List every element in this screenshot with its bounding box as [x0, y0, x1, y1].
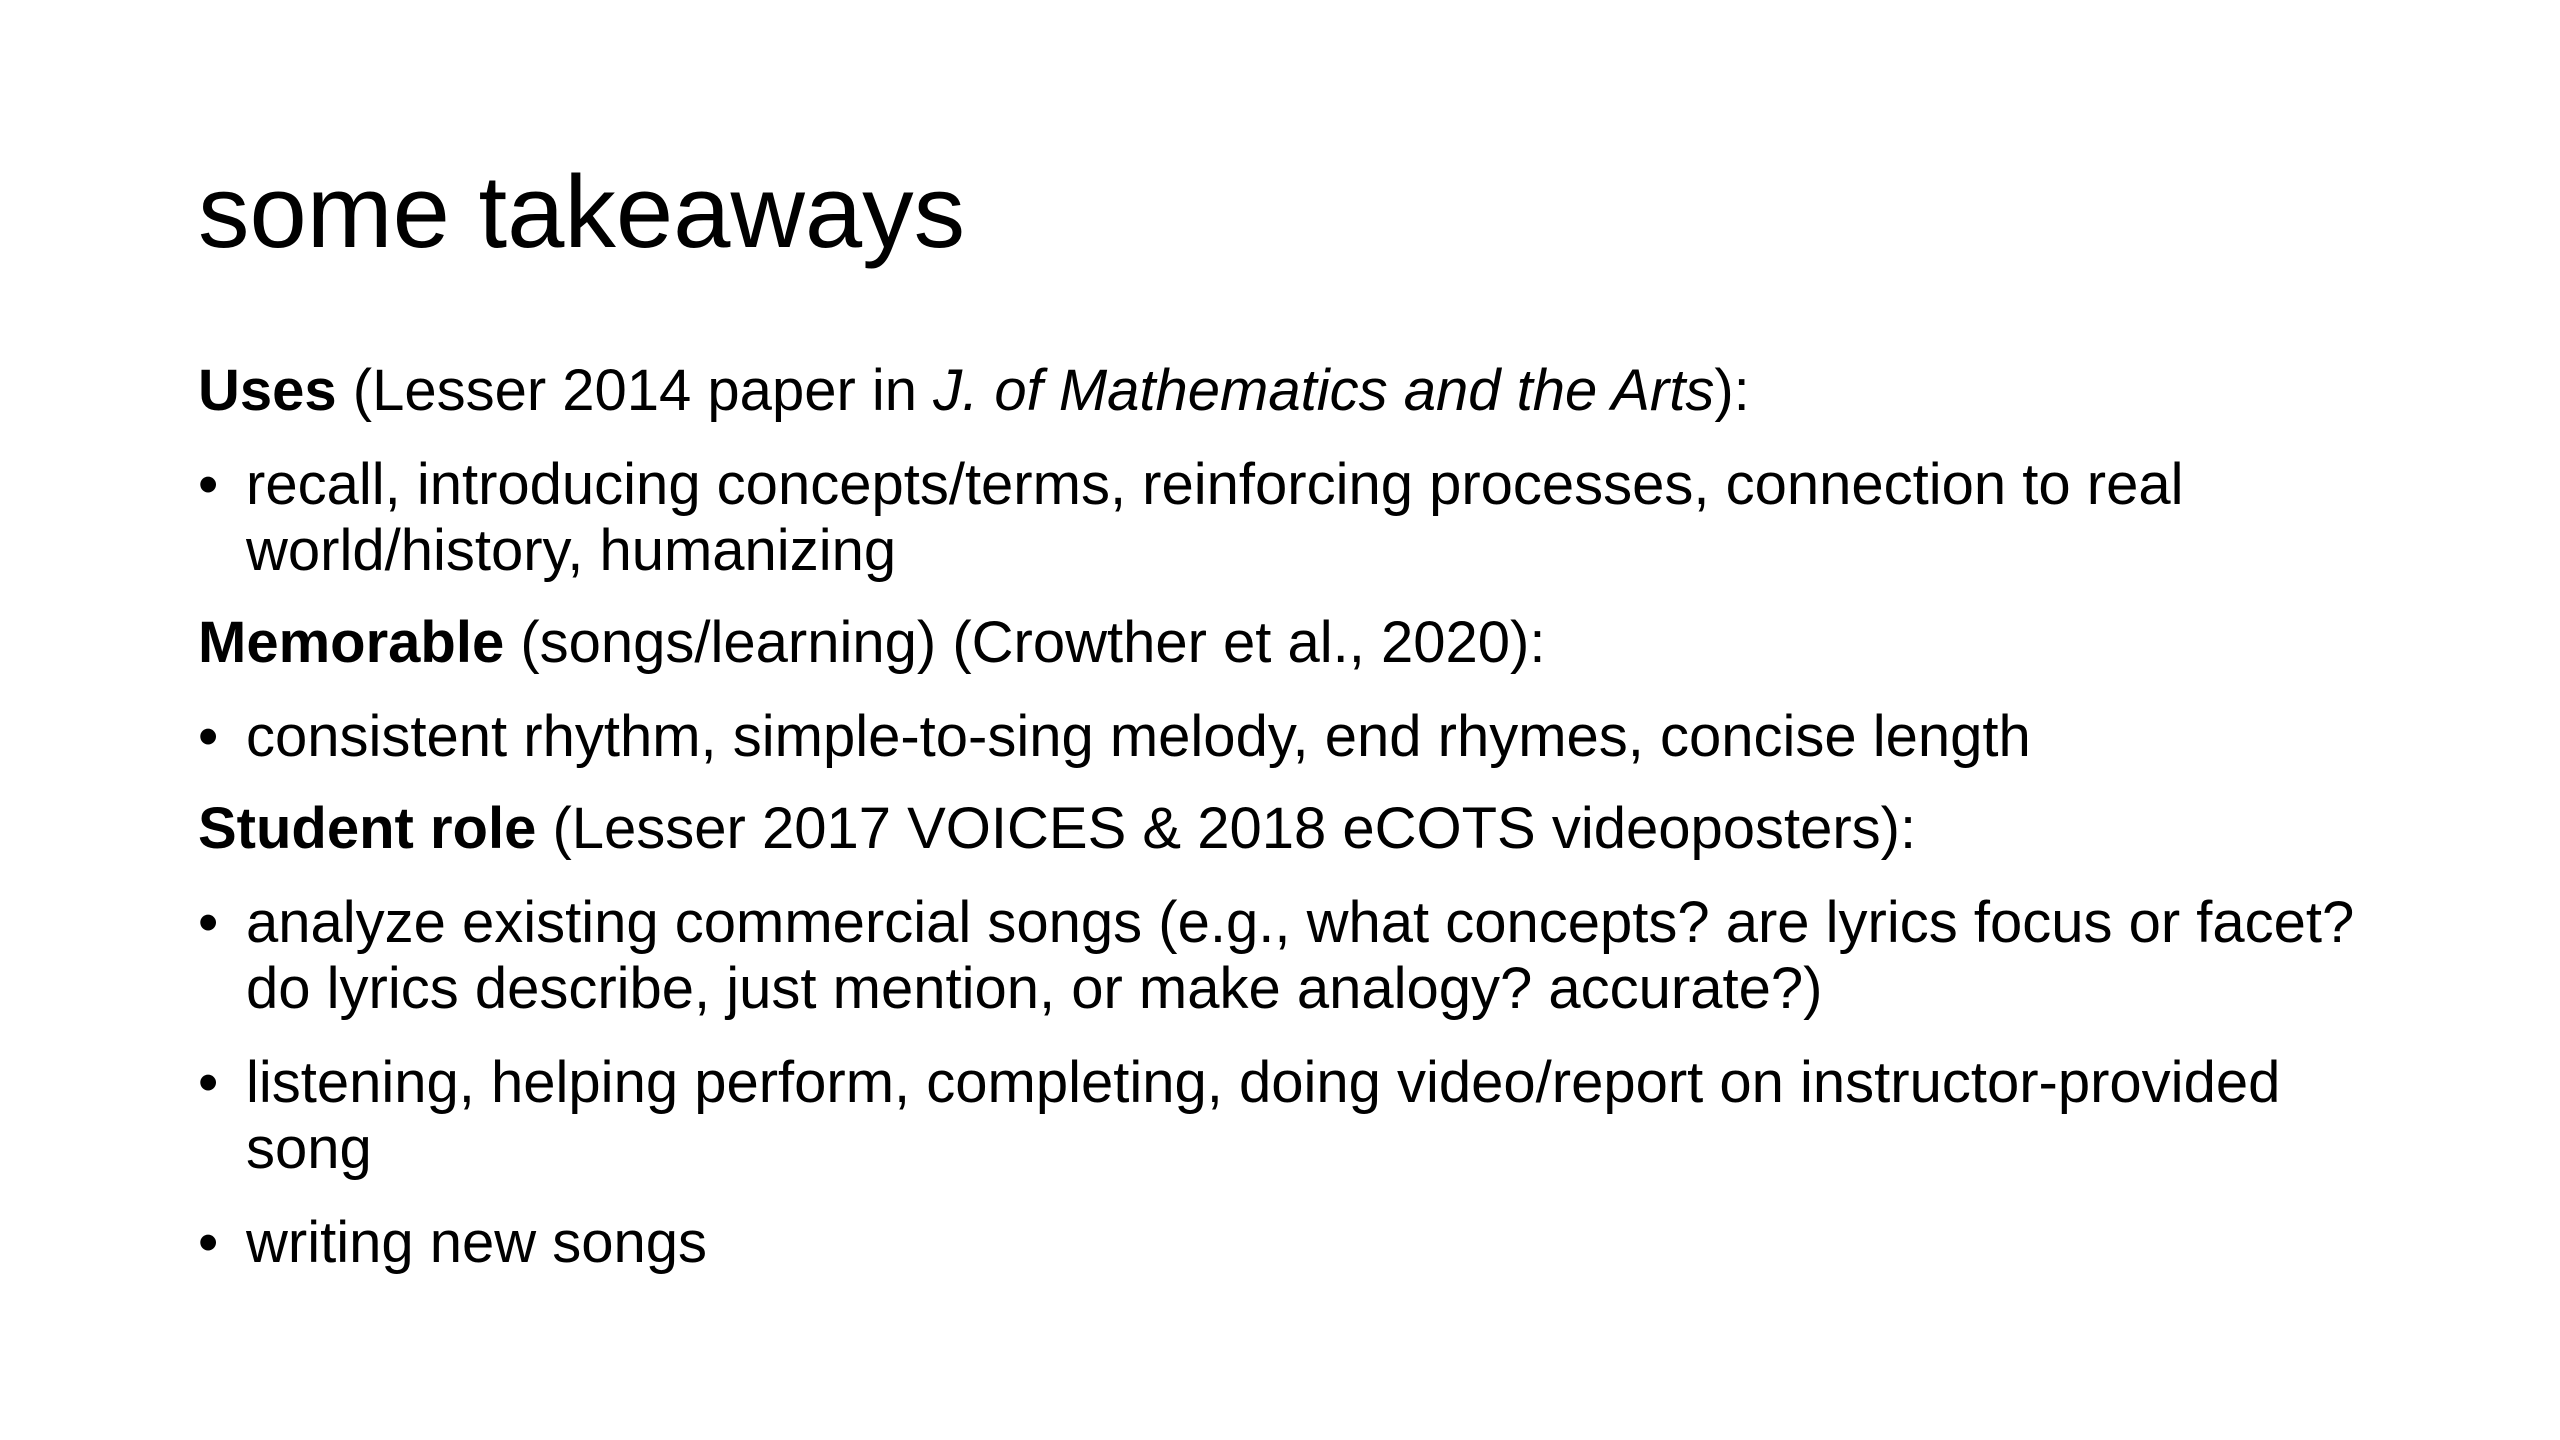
bullet-text: recall, introducing concepts/terms, reinforcing processes, connection to real world/history, humanizing — [246, 452, 2184, 583]
bullet-list-student-role — [198, 890, 2398, 1276]
section-label: Uses — [198, 358, 337, 423]
list-item — [198, 1210, 2398, 1276]
section-label: Memorable — [198, 610, 505, 675]
bullet-icon: • — [198, 1210, 219, 1275]
journal-name: J. of Mathematics and the Arts — [933, 358, 1715, 423]
bullet-text: listening, helping perform, completing, doing video/report on instructor-provided song — [246, 1050, 2281, 1181]
section-citation: (Lesser 2017 VOICES & 2018 eCOTS videoposters): — [536, 796, 1917, 861]
bullet-icon: • — [198, 1050, 219, 1115]
section-citation-end: ): — [1714, 358, 1750, 423]
section-citation: (songs/learning) (Crowther et al., 2020): — [504, 610, 1546, 675]
bullet-text: writing new songs — [246, 1210, 707, 1275]
section-citation: (Lesser 2014 paper in — [336, 358, 934, 423]
section-heading-student-role — [198, 796, 2398, 862]
section-heading-uses — [198, 358, 2398, 424]
bullet-icon: • — [198, 452, 219, 517]
list-item — [198, 1050, 2398, 1182]
section-label: Student role — [198, 796, 537, 861]
list-item — [198, 704, 2398, 770]
slide-content — [198, 358, 2398, 1302]
list-item — [198, 890, 2398, 1022]
slide-title: some takeaways — [198, 154, 966, 269]
bullet-icon: • — [198, 704, 219, 769]
bullet-list-uses — [198, 452, 2398, 584]
bullet-list-memorable — [198, 704, 2398, 770]
bullet-text: analyze existing commercial songs (e.g., what concepts? are lyrics focus or facet? do lyrics describe, just mention, or make analogy? accurate?) — [246, 890, 2355, 1021]
bullet-icon: • — [198, 890, 219, 955]
list-item — [198, 452, 2398, 584]
section-heading-memorable — [198, 610, 2398, 676]
bullet-text: consistent rhythm, simple-to-sing melody, end rhymes, concise length — [246, 704, 2031, 769]
